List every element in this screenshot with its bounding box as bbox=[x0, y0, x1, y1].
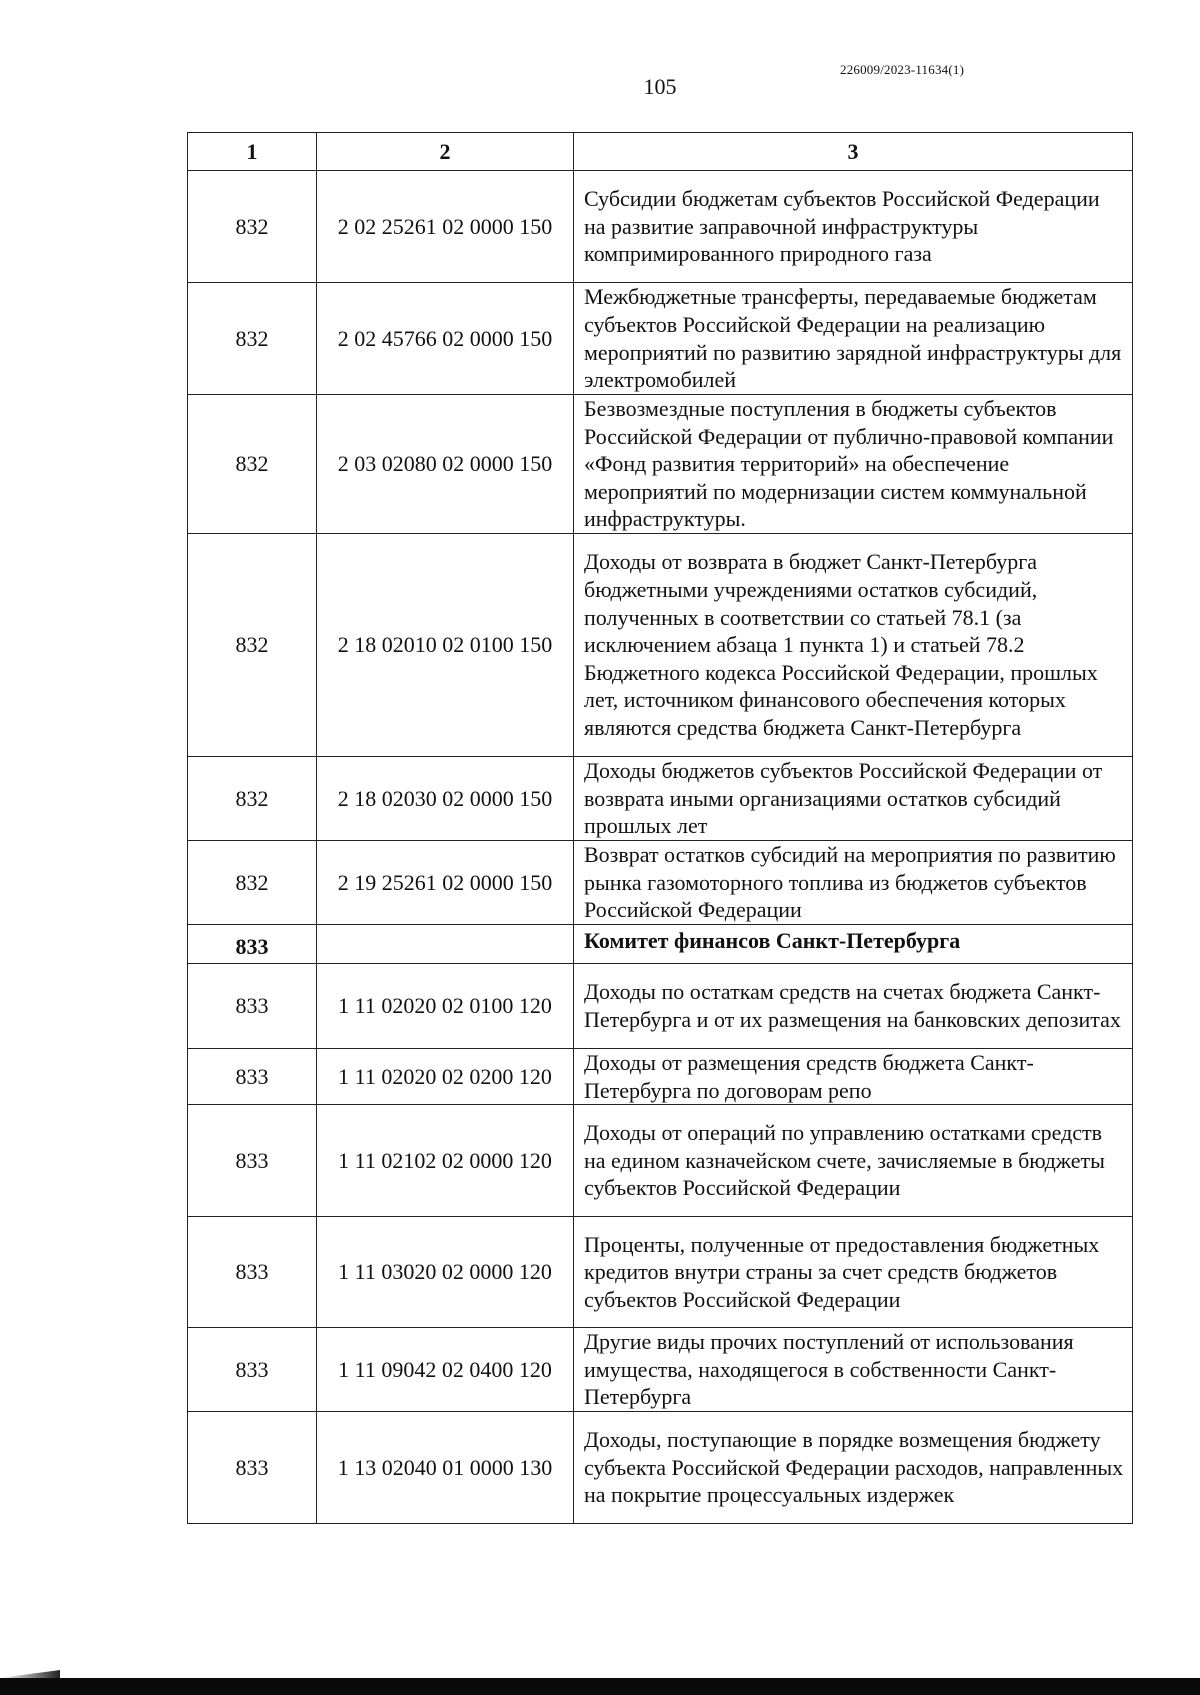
column-header-2: 2 bbox=[317, 133, 574, 171]
budget-classification-table bbox=[187, 132, 1133, 1524]
revenue-name-cell: Безвозмездные поступления в бюджеты субъектов Российской Федерации от публично-правовой компании «Фонд развития территорий» на обеспечение мероприятий по модернизации систем коммунальной инфраструктуры. bbox=[574, 395, 1133, 534]
admin-code-cell: 833 bbox=[188, 1105, 317, 1217]
budget-code-cell: 1 11 02102 02 0000 120 bbox=[317, 1105, 574, 1217]
admin-code-cell: 833 bbox=[188, 1049, 317, 1105]
scan-edge-bar bbox=[0, 1678, 1200, 1695]
table-row bbox=[188, 1105, 1133, 1217]
revenue-name-cell: Другие виды прочих поступлений от использования имущества, находящегося в собственности Санкт-Петербурга bbox=[574, 1328, 1133, 1412]
revenue-name-cell: Доходы от операций по управлению остатками средств на едином казначейском счете, зачисляемые в бюджеты субъектов Российской Федерации bbox=[574, 1105, 1133, 1217]
budget-code-cell: 2 03 02080 02 0000 150 bbox=[317, 395, 574, 534]
budget-code-cell: 1 11 09042 02 0400 120 bbox=[317, 1328, 574, 1412]
table-row bbox=[188, 757, 1133, 841]
column-header-3: 3 bbox=[574, 133, 1133, 171]
table-row bbox=[188, 534, 1133, 757]
budget-code-cell: 2 02 45766 02 0000 150 bbox=[317, 283, 574, 395]
admin-code-cell: 832 bbox=[188, 757, 317, 841]
revenue-name-cell: Субсидии бюджетам субъектов Российской Федерации на развитие заправочной инфраструктуры компримированного природного газа bbox=[574, 171, 1133, 283]
revenue-name-cell: Проценты, полученные от предоставления бюджетных кредитов внутри страны за счет средств бюджетов субъектов Российской Федерации bbox=[574, 1217, 1133, 1328]
admin-code-cell: 832 bbox=[188, 841, 317, 925]
admin-code-cell: 833 bbox=[188, 1328, 317, 1412]
budget-code-cell: 2 19 25261 02 0000 150 bbox=[317, 841, 574, 925]
table-header-row bbox=[188, 133, 1133, 171]
budget-code-cell: 2 18 02030 02 0000 150 bbox=[317, 757, 574, 841]
section-header-row bbox=[188, 925, 1133, 964]
revenue-name-cell: Возврат остатков субсидий на мероприятия по развитию рынка газомоторного топлива из бюджетов субъектов Российской Федерации bbox=[574, 841, 1133, 925]
admin-code-cell: 833 bbox=[188, 1217, 317, 1328]
column-header-1: 1 bbox=[188, 133, 317, 171]
table-row bbox=[188, 841, 1133, 925]
admin-code-cell: 832 bbox=[188, 283, 317, 395]
table-row bbox=[188, 1412, 1133, 1524]
admin-code-cell: 833 bbox=[188, 1412, 317, 1524]
table-row bbox=[188, 1049, 1133, 1105]
scan-edge-taper bbox=[0, 1670, 60, 1678]
table-row bbox=[188, 1328, 1133, 1412]
budget-code-cell: 1 13 02040 01 0000 130 bbox=[317, 1412, 574, 1524]
budget-code-cell: 2 18 02010 02 0100 150 bbox=[317, 534, 574, 757]
revenue-name-cell: Доходы бюджетов субъектов Российской Федерации от возврата иными организациями остатков субсидий прошлых лет bbox=[574, 757, 1133, 841]
table-row bbox=[188, 283, 1133, 395]
budget-code-cell: 1 11 02020 02 0200 120 bbox=[317, 1049, 574, 1105]
revenue-name-cell: Доходы от размещения средств бюджета Санкт-Петербурга по договорам репо bbox=[574, 1049, 1133, 1105]
revenue-name-cell: Межбюджетные трансферты, передаваемые бюджетам субъектов Российской Федерации на реализацию мероприятий по развитию зарядной инфраструктуры для электромобилей bbox=[574, 283, 1133, 395]
budget-code-cell: 1 11 02020 02 0100 120 bbox=[317, 964, 574, 1049]
revenue-name-cell: Доходы от возврата в бюджет Санкт-Петербурга бюджетными учреждениями остатков субсидий, полученных в соответствии со статьей 78.1 (за исключением абзаца 1 пункта 1) и статьей 78.2 Бюджетного кодекса Российской Федерации, прошлых лет, источником финансового обеспечения которых являются средства бюджета Санкт-Петербурга bbox=[574, 534, 1133, 757]
budget-code-cell bbox=[317, 925, 574, 964]
table-row bbox=[188, 395, 1133, 534]
table-row bbox=[188, 964, 1133, 1049]
page-number: 105 bbox=[643, 74, 677, 99]
admin-code-cell: 833 bbox=[188, 925, 317, 964]
admin-code-cell: 832 bbox=[188, 171, 317, 283]
admin-code-cell: 832 bbox=[188, 395, 317, 534]
budget-code-cell: 2 02 25261 02 0000 150 bbox=[317, 171, 574, 283]
revenue-name-cell: Доходы по остаткам средств на счетах бюджета Санкт-Петербурга и от их размещения на банковских депозитах bbox=[574, 964, 1133, 1049]
section-title-cell: Комитет финансов Санкт-Петербурга bbox=[574, 925, 1133, 964]
admin-code-cell: 832 bbox=[188, 534, 317, 757]
budget-code-cell: 1 11 03020 02 0000 120 bbox=[317, 1217, 574, 1328]
table-row bbox=[188, 171, 1133, 283]
doc-registration-number: 226009/2023-11634(1) bbox=[840, 62, 965, 77]
revenue-name-cell: Доходы, поступающие в порядке возмещения бюджету субъекта Российской Федерации расходов, направленных на покрытие процессуальных издержек bbox=[574, 1412, 1133, 1524]
table-row bbox=[188, 1217, 1133, 1328]
admin-code-cell: 833 bbox=[188, 964, 317, 1049]
